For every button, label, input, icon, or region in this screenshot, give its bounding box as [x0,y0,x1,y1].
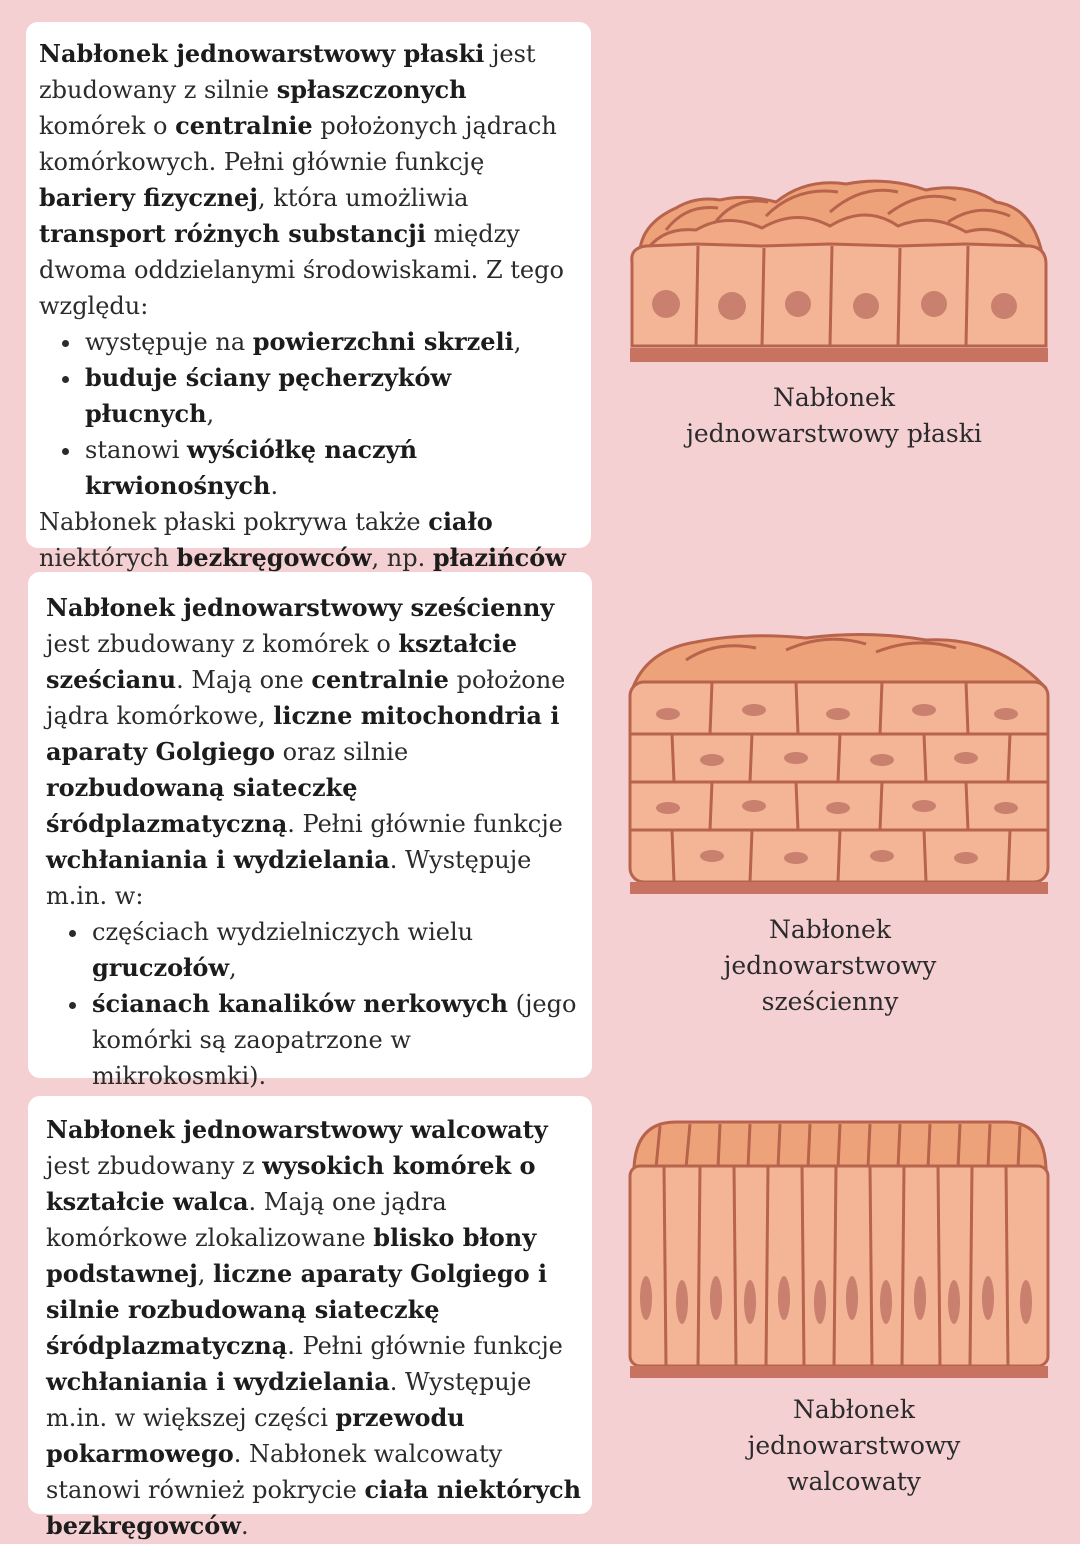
squamous-text-card [26,22,591,572]
bold-term: wyściółkę naczyń krwionośnych [85,435,418,500]
bold-term: ciała niektórych bezkręgowców [46,1475,582,1540]
bullet-item [83,324,577,360]
text-run: . Pełni głównie funkcje [287,810,563,838]
bold-term: powierzchni skrzeli [252,327,514,356]
text-run: jest zbudowany z [46,1152,263,1180]
columnar-text-card [28,1096,592,1540]
bold-term: przewodu pokarmowego [46,1403,465,1468]
bullet-item [90,914,582,986]
bold-term: spłaszczonych [276,75,467,104]
text-run: położonych jądrach komórkowych. Pełni głównie funkcję [39,112,557,176]
text-run: , która umożliwia [257,184,469,212]
bold-term: centralnie [311,665,449,694]
cuboidal-text-card [28,572,592,1090]
text-run: . Mają one jądra komórkowe zlokalizowane [46,1188,447,1252]
text-run: . [270,472,279,500]
text-run: . Pełni głównie funkcje [287,1332,563,1360]
text-run: niektórych [39,544,177,572]
bold-term: bariery fizycznej [39,183,258,212]
bold-term: liczne mitochondria i aparaty Golgiego [46,701,560,766]
squamous-paragraph-1 [39,36,577,324]
squamous-epithelium-illustration [626,168,1052,364]
text-run: , [229,954,237,982]
cuboidal-basement-membrane [630,882,1048,894]
cuboidal-paragraph-1 [46,590,582,914]
columnar-basement-membrane [630,1366,1048,1378]
cuboidal-epithelium-illustration [626,630,1052,896]
bold-term: wchłaniania i wydzielania [46,1367,390,1396]
text-run: między dwoma oddzielanymi środowiskami. Z tego względu: [39,220,564,320]
bold-term: blisko błony podstawnej [46,1223,537,1288]
columnar-paragraph-1 [46,1112,582,1544]
text-run: . Nabłonek walcowaty stanowi również pokrycie [46,1440,503,1504]
text-run: częściach wydzielniczych wielu [92,918,474,946]
bold-term: płazińców [432,543,566,572]
bold-term: bezkręgowców [176,543,372,572]
cuboidal-bullet-list [46,914,582,1094]
text-run: stanowi [85,436,188,464]
squamous-bullet-list [39,324,577,504]
bold-term: centralnie [175,111,313,140]
bold-term: kształcie sześcianu [46,629,518,694]
text-run: , [206,400,215,428]
text-run: oraz silnie [275,738,409,766]
bold-term: ciało [428,507,493,536]
bold-term: Nabłonek jednowarstwowy sześcienny [46,593,555,622]
squamous-caption: Nabłonek jednowarstwowy płaski [686,383,982,448]
text-run: jest zbudowany z silnie [39,40,536,104]
bullet-item [83,432,577,504]
bold-term: Nabłonek jednowarstwowy płaski [39,39,485,68]
text-run: jest zbudowany z komórek o [46,630,399,658]
text-run: (jego komórki są zaopatrzone w mikrokosmki). [92,990,577,1090]
bold-term: Nabłonek jednowarstwowy walcowaty [46,1115,548,1144]
text-run: . Mają one [176,666,312,694]
bold-term: wchłaniania i wydzielania [46,845,390,874]
text-run: położone jądra komórkowe, [46,666,566,730]
text-run: występuje na [85,328,253,356]
text-run: , [197,1260,214,1288]
cuboidal-caption: Nabłonek jednowarstwowy sześcienny [723,915,937,1016]
text-run: . [240,1512,249,1540]
columnar-caption: Nabłonek jednowarstwowy walcowaty [747,1395,961,1496]
cuboidal-cells [630,682,1048,882]
bold-term: liczne aparaty Golgiego i silnie rozbudowaną siateczkę śródplazmatyczną [46,1259,548,1360]
bullet-item [90,986,582,1094]
columnar-cell-tops [634,1122,1046,1168]
text-run: , [513,328,522,356]
columnar-cells [630,1166,1048,1366]
text-run: , np. [371,544,433,572]
text-run: . Występuje m.in. w: [46,846,532,910]
text-run: Nabłonek płaski pokrywa także [39,508,429,536]
squamous-cells [632,244,1046,346]
bullet-item [83,360,577,432]
squamous-paragraph-2 [39,504,577,576]
bold-term: gruczołów [92,953,230,982]
bold-term: wysokich komórek o kształcie walca [46,1151,536,1216]
bold-term: buduje ściany pęcherzyków płucnych [85,363,452,428]
bold-term: ścianach kanalików nerkowych [92,989,508,1018]
bold-term: rozbudowaną siateczkę śródplazmatyczną [46,773,358,838]
text-run: komórek o [39,112,176,140]
columnar-epithelium-illustration [626,1118,1052,1380]
bold-term: transport różnych substancji [39,219,426,248]
squamous-basement-membrane [630,348,1048,362]
text-run: . Występuje m.in. w większej części [46,1368,532,1432]
